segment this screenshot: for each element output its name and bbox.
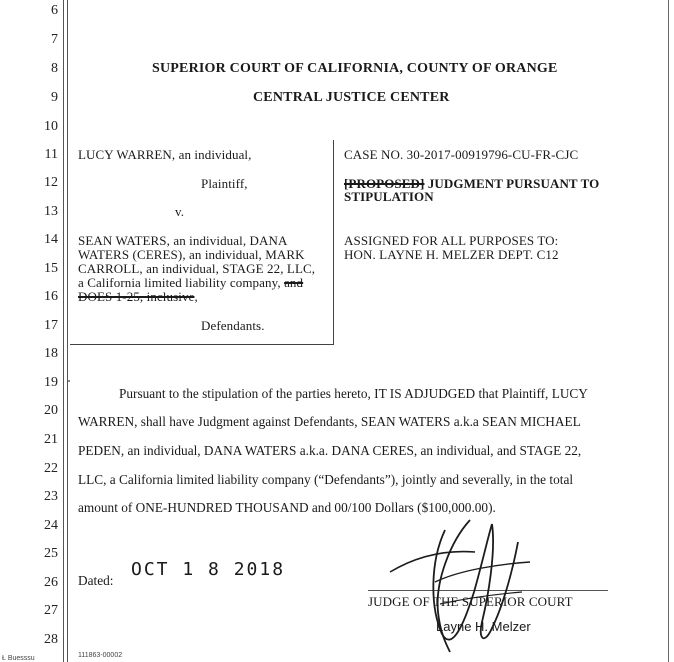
struck-text: and: [284, 275, 304, 290]
line-number: 11: [44, 147, 58, 162]
assignment-line: ASSIGNED FOR ALL PURPOSES TO:: [344, 233, 559, 248]
body-line: LLC, a California limited liability company (“Defendants”), jointly and severally, in the total: [78, 472, 574, 487]
line-number: 15: [44, 261, 58, 276]
line-number: 12: [44, 175, 58, 190]
line-number: 25: [44, 546, 58, 561]
line-number: 17: [44, 318, 58, 333]
margin-mark: Ł Buesssu: [2, 655, 35, 662]
line-number: 22: [44, 461, 58, 476]
scan-speck: [68, 380, 70, 382]
struck-text: [PROPOSED]: [344, 176, 425, 191]
line-number: 16: [44, 289, 58, 304]
line-number: 10: [44, 119, 58, 134]
line-number: 20: [44, 403, 58, 418]
document-id: 111863-00002: [78, 652, 123, 659]
judge-title: JUDGE OF THE SUPERIOR COURT: [368, 594, 573, 609]
line-number: 6: [51, 3, 58, 18]
defendants-line: SEAN WATERS, an individual, DANA: [78, 233, 288, 248]
court-division: CENTRAL JUSTICE CENTER: [253, 90, 450, 105]
line-number: 18: [44, 346, 58, 361]
plaintiff-name: LUCY WARREN, an individual,: [78, 147, 252, 162]
line-number: 24: [44, 518, 58, 533]
line-number: 27: [44, 603, 58, 618]
court-name: SUPERIOR COURT OF CALIFORNIA, COUNTY OF ORANGE: [152, 61, 558, 76]
body-line: amount of ONE-HUNDRED THOUSAND and 00/100 Dollars ($100,000.00).: [78, 500, 496, 515]
struck-text: DOES 1-25, inclusive: [78, 289, 195, 304]
assignment-judge: HON. LAYNE H. MELZER DEPT. C12: [344, 247, 559, 262]
defendants-line: [78, 289, 198, 305]
defendants-line-text: a California limited liability company,: [78, 275, 281, 290]
body-line: PEDEN, an individual, DANA WATERS a.k.a. DANA CERES, an individual, and STAGE 22,: [78, 443, 582, 458]
date-stamp: OCT 1 8 2018: [131, 559, 286, 580]
line-number: 28: [44, 632, 58, 647]
margin-rule: [63, 0, 64, 662]
document-title-text: JUDGMENT PURSUANT TO: [427, 176, 600, 191]
comma: ,: [194, 289, 198, 304]
versus-label: v.: [175, 204, 185, 219]
dated-label: Dated:: [78, 573, 114, 588]
line-number: 26: [44, 575, 58, 590]
body-line: Pursuant to the stipulation of the parties hereto, IT IS ADJUDGED that Plaintiff, LUCY: [119, 386, 588, 401]
document-title-line2: STIPULATION: [344, 189, 434, 204]
caption-bottom-rule: [70, 344, 334, 345]
line-number: 21: [44, 432, 58, 447]
line-number: 9: [51, 90, 58, 105]
defendants-line: CARROLL, an individual, STAGE 22, LLC,: [78, 261, 316, 276]
judge-name: Layne H. Melzer: [436, 619, 531, 634]
right-margin-rule: [668, 0, 669, 662]
line-number: 7: [51, 32, 58, 47]
case-number: CASE NO. 30-2017-00919796-CU-FR-CJC: [344, 147, 579, 162]
defendants-label: Defendants.: [201, 318, 265, 333]
caption-divider: [333, 140, 334, 344]
line-number: 23: [44, 489, 58, 504]
line-number: 14: [44, 232, 58, 247]
body-line: WARREN, shall have Judgment against Defendants, SEAN WATERS a.k.a SEAN MICHAEL: [78, 414, 581, 429]
defendants-line: WATERS (CERES), an individual, MARK: [78, 247, 305, 262]
plaintiff-label: Plaintiff,: [201, 176, 248, 191]
judge-signature-image: [380, 512, 550, 662]
line-number: 19: [44, 375, 58, 390]
line-number: 8: [51, 61, 58, 76]
margin-rule: [67, 0, 68, 662]
line-number: 13: [44, 204, 58, 219]
